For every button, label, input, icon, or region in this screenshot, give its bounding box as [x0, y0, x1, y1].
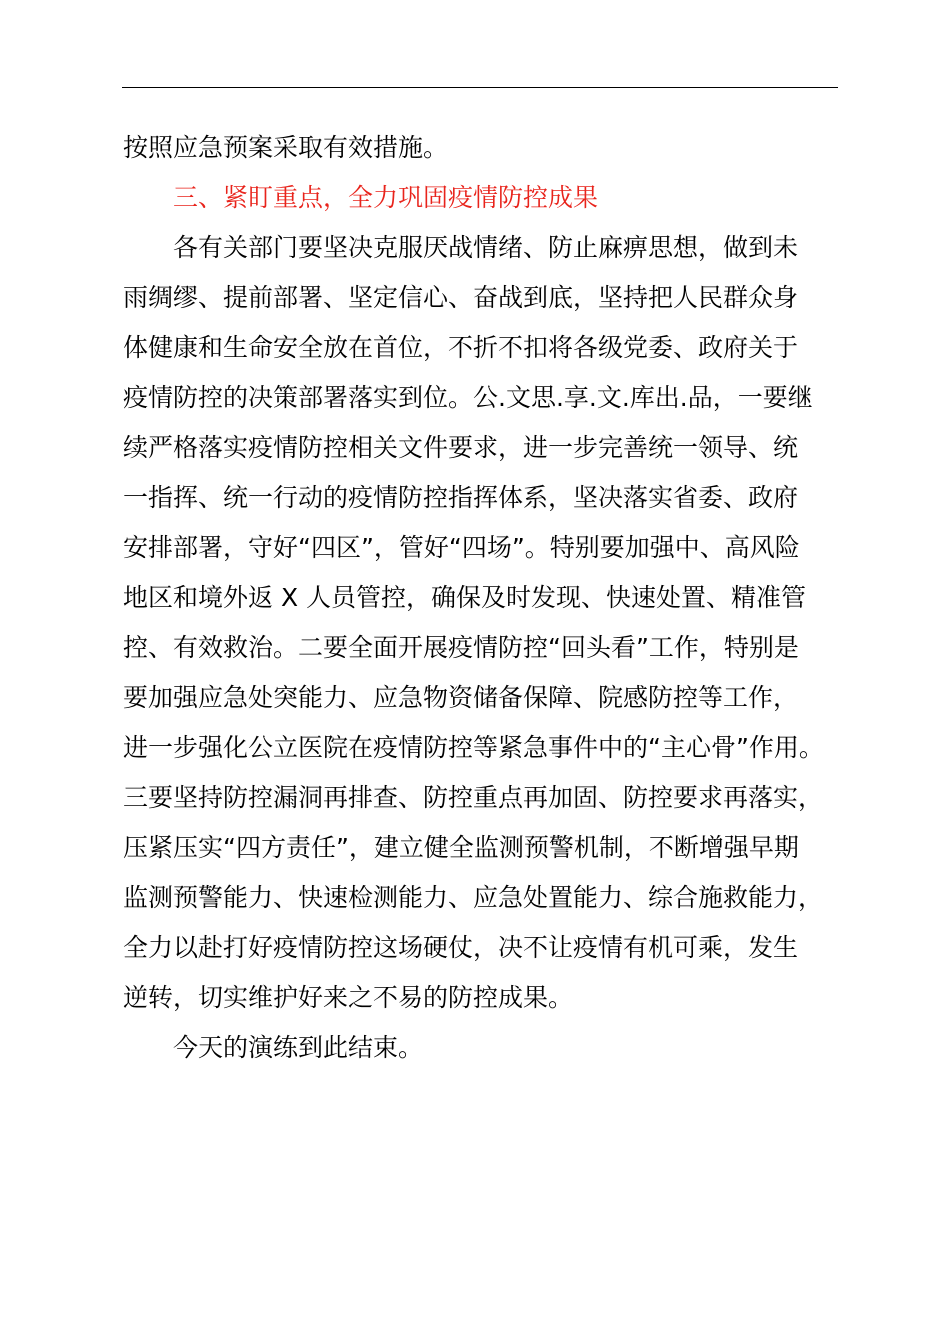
- body-line: 地区和境外返 X 人员管控，确保及时发现、快速处置、精准管: [123, 583, 807, 612]
- header-rule: [122, 87, 838, 88]
- body-line: 要加强应急处突能力、应急物资储备保障、院感防控等工作，: [123, 683, 799, 712]
- body-line: 安排部署，守好“四区”，管好“四场”。特别要加强中、高风险: [123, 533, 800, 562]
- body-line: 监测预警能力、快速检测能力、应急处置能力、综合施救能力，: [123, 883, 824, 912]
- body-line: 逆转，切实维护好来之不易的防控成果。: [123, 983, 574, 1012]
- body-line: 雨绸缪、提前部署、坚定信心、奋战到底，坚持把人民群众身: [123, 283, 799, 312]
- section-heading: 三、紧盯重点，全力巩固疫情防控成果: [173, 183, 599, 212]
- body-line: 进一步强化公立医院在疫情防控等紧急事件中的“主心骨”作用。: [123, 733, 824, 762]
- body-line: 疫情防控的决策部署落实到位。公.文思.享.文.库出.品，一要继: [123, 383, 813, 412]
- body-line: 全力以赴打好疫情防控这场硬仗，决不让疫情有机可乘，发生: [123, 933, 799, 962]
- body-line: 按照应急预案采取有效措施。: [123, 133, 449, 162]
- body-line: 体健康和生命安全放在首位，不折不扣将各级党委、政府关于: [123, 333, 799, 362]
- body-line: 续严格落实疫情防控相关文件要求，进一步完善统一领导、统: [123, 433, 799, 462]
- closing-line: 今天的演练到此结束。: [173, 1033, 424, 1062]
- body-line: 一指挥、统一行动的疫情防控指挥体系，坚决落实省委、政府: [123, 483, 799, 512]
- body-line: 三要坚持防控漏洞再排查、防控重点再加固、防控要求再落实，: [123, 783, 824, 812]
- body-line: 控、有效救治。二要全面开展疫情防控“回头看”工作，特别是: [123, 633, 799, 662]
- body-line: 压紧压实“四方责任”，建立健全监测预警机制，不断增强早期: [123, 833, 799, 862]
- body-line: 各有关部门要坚决克服厌战情绪、防止麻痹思想，做到未: [173, 233, 799, 262]
